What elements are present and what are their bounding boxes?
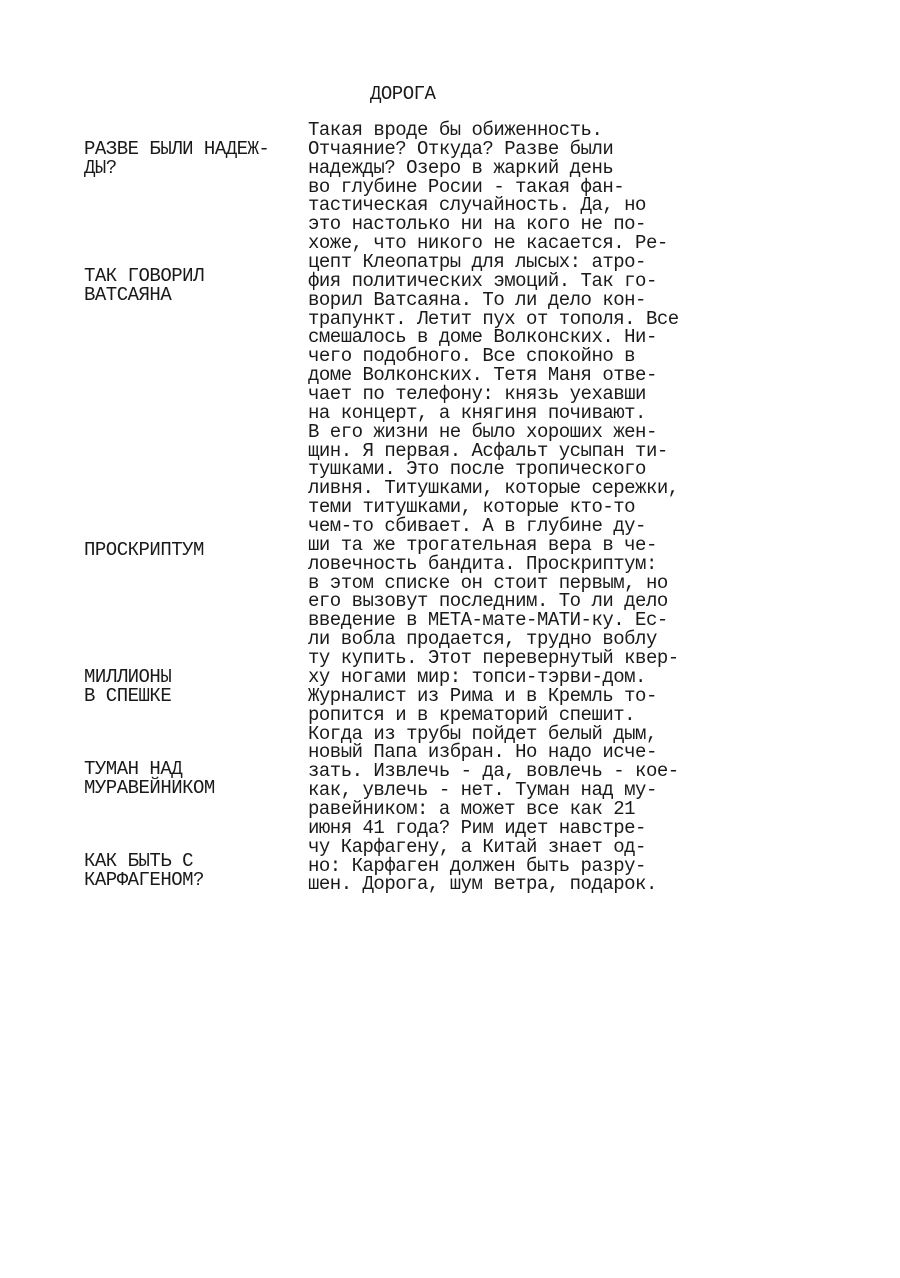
- body-line: в этом списке он стоит первым, но: [308, 571, 668, 594]
- body-line: Журналист из Рима и в Кремль то-: [308, 684, 657, 707]
- margin-note-line: МИЛЛИОНЫ: [84, 666, 172, 688]
- margin-note-line: ТАК ГОВОРИЛ: [84, 265, 204, 287]
- body-line: новый Папа избран. Но надо исче-: [308, 741, 657, 764]
- margin-note-line: В СПЕШКЕ: [84, 684, 172, 707]
- margin-note: [84, 541, 204, 560]
- margin-note-line: ВАТСАЯНА: [84, 283, 172, 306]
- margin-note-line: МУРАВЕЙНИКОМ: [84, 776, 215, 799]
- margin-note-line: ПРОСКРИПТУМ: [84, 539, 204, 561]
- body-line: введение в МЕТА-мате-МАТИ-ку. Ес-: [308, 609, 668, 632]
- body-line: Когда из трубы пойдет белый дым,: [308, 722, 657, 745]
- body-line: во глубине Росии - такая фан-: [308, 175, 625, 198]
- body-line: В его жизни не было хороших жен-: [308, 420, 657, 443]
- margin-note: [84, 760, 215, 798]
- margin-note-line: КАРФАГЕНОМ?: [84, 868, 204, 891]
- margin-note: [84, 267, 204, 305]
- body-line: это настолько ни на кого не по-: [308, 213, 646, 236]
- margin-note-line: ТУМАН НАД: [84, 758, 183, 780]
- body-line: цепт Клеопатры для лысых: атро-: [308, 251, 646, 274]
- body-line: зать. Извлечь - да, вовлечь - кое-: [308, 760, 679, 783]
- body-line: Отчаяние? Откуда? Разве были: [308, 137, 614, 160]
- margin-note: [84, 852, 204, 890]
- body-line: ту купить. Этот перевернутый квер-: [308, 647, 679, 670]
- body-line: как, увлечь - нет. Туман над му-: [308, 779, 657, 802]
- body-line: тастическая случайность. Да, но: [308, 194, 646, 217]
- body-line: трапункт. Летит пух от тополя. Все: [308, 307, 679, 330]
- body-line: ропится и в крематорий спешит.: [308, 703, 636, 726]
- body-line: ловечность бандита. Проскриптум:: [308, 552, 657, 575]
- body-line: равейником: а может все как 21: [308, 797, 636, 820]
- margin-note-line: ДЫ?: [84, 156, 117, 179]
- body-line: на концерт, а княгиня почивают.: [308, 401, 646, 424]
- body-line: июня 41 года? Рим идет навстре-: [308, 816, 646, 839]
- body-line: Такая вроде бы обиженность.: [308, 119, 603, 141]
- body-line: шен. Дорога, шум ветра, подарок.: [308, 873, 657, 896]
- body-line: смешалось в доме Волконских. Ни-: [308, 326, 657, 349]
- body-line: но: Карфаген должен быть разру-: [308, 854, 646, 877]
- body-text: [308, 121, 679, 894]
- body-line: тушками. Это после тропического: [308, 458, 646, 481]
- body-line: чем-то сбивает. А в глубине ду-: [308, 515, 646, 538]
- body-line: его вызовут последним. То ли дело: [308, 590, 668, 613]
- margin-note: [84, 668, 171, 706]
- body-line: ливня. Титушками, которые сережки,: [308, 477, 679, 500]
- body-line: ху ногами мир: топси-тэрви-дом.: [308, 665, 646, 688]
- body-line: теми титушками, которые кто-то: [308, 496, 636, 519]
- page-title: ДОРОГА: [370, 83, 436, 105]
- body-line: щин. Я первая. Асфальт усыпан ти-: [308, 439, 668, 462]
- body-line: хоже, что никого не касается. Ре-: [308, 232, 668, 255]
- body-line: чего подобного. Все спокойно в: [308, 345, 636, 368]
- body-line: ши та же трогательная вера в че-: [308, 533, 657, 556]
- body-line: ворил Ватсаяна. То ли дело кон-: [308, 288, 646, 311]
- margin-note-line: КАК БЫТЬ С: [84, 850, 194, 872]
- margin-note: [84, 140, 269, 178]
- body-line: доме Волконских. Тетя Маня отве-: [308, 364, 657, 387]
- body-line: чает по телефону: князь уехавши: [308, 383, 646, 406]
- body-line: фия политических эмоций. Так го-: [308, 269, 657, 292]
- body-line: чу Карфагену, а Китай знает од-: [308, 835, 646, 858]
- body-line: ли вобла продается, трудно воблу: [308, 628, 657, 651]
- margin-note-line: РАЗВЕ БЫЛИ НАДЕЖ-: [84, 138, 270, 160]
- body-line: надежды? Озеро в жаркий день: [308, 156, 614, 179]
